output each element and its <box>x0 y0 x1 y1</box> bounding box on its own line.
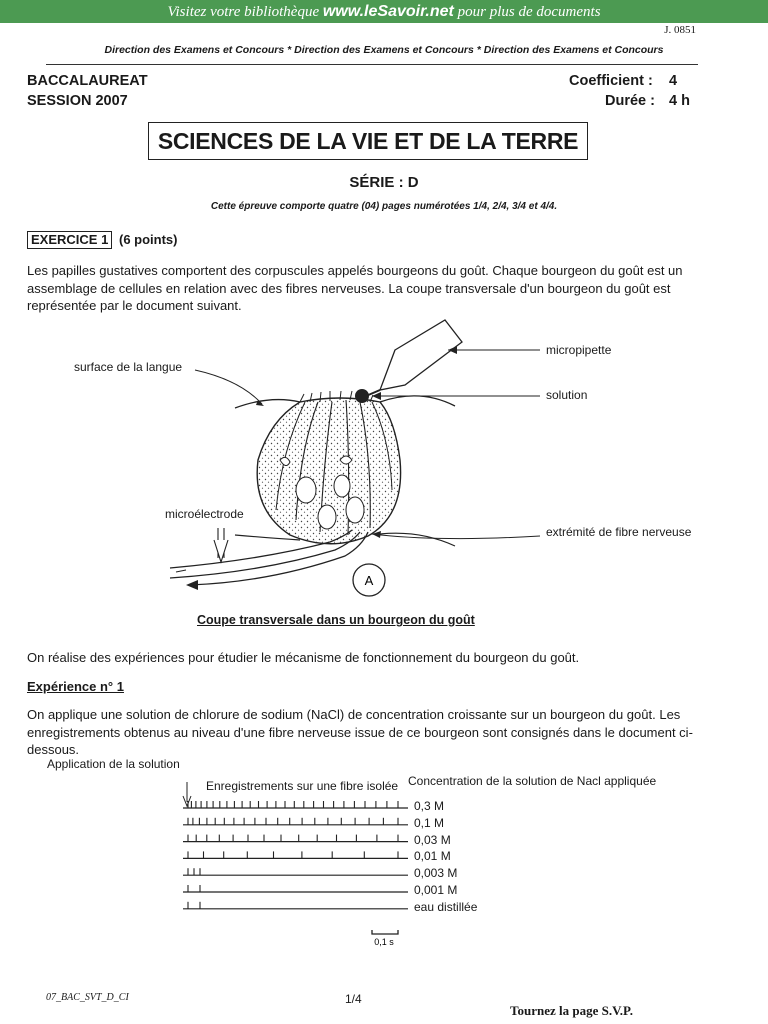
footer-page: 1/4 <box>345 992 362 1006</box>
intro-paragraph: Les papilles gustatives comportent des corpuscules appelés bourgeons du goût. Chaque bourgeon du goût est un assemblage de cellules en relation avec des fibres nerveuses. La coupe transversale d'un bourgeon du goût est représentée par le document suivant. <box>27 263 683 314</box>
records-label: Enregistrements sur une fibre isolée <box>206 779 399 793</box>
label-surface: surface de la langue <box>74 360 183 374</box>
duree-value: 4 h <box>669 93 690 109</box>
label-microelectrode: microélectrode <box>165 507 244 521</box>
concentration-label: Concentration de la solution de Nacl appliquée <box>408 774 657 788</box>
label-solution: solution <box>546 388 588 402</box>
top-banner[interactable] <box>0 0 768 23</box>
exercise-points: (6 points) <box>119 232 178 247</box>
concentration-label-2: 0,03 M <box>414 832 451 847</box>
scale-label: 0,1 s <box>374 937 394 947</box>
concentration-label-5: 0,001 M <box>414 883 458 897</box>
banner-site[interactable]: www.leSavoir.net <box>322 3 454 20</box>
banner-text-post: pour plus de documents <box>453 4 601 20</box>
experience-text: On applique une solution de chlorure de sodium (NaCl) de concentration croissante sur un bourgeon du goût. Les enregistrements obtenus au niveau d'une fibre nerveuse issue de ce bourgeon sont consignés dans le document ci-dessous. <box>27 707 693 758</box>
coef-label: Coefficient : <box>569 73 653 89</box>
footer-code: 07_BAC_SVT_D_CI <box>46 992 129 1003</box>
exam-name: BACCALAUREAT <box>27 73 148 89</box>
exam-session: SESSION 2007 <box>27 93 128 109</box>
concentration-label-4: 0,003 M <box>414 866 458 881</box>
page-title: SCIENCES DE LA VIE ET DE LA TERRE <box>148 122 588 160</box>
experiment-intro: On réalise des expériences pour étudier le mécanisme de fonctionnement du bourgeon du goût. <box>27 650 580 665</box>
exercise-label: EXERCICE 1 <box>27 231 112 249</box>
duree-label: Durée : <box>605 93 655 109</box>
label-micropipette: micropipette <box>546 343 612 357</box>
serie-label: SÉRIE : D <box>349 174 419 191</box>
pages-note: Cette épreuve comporte quatre (04) pages numérotées 1/4, 2/4, 3/4 et 4/4. <box>210 201 558 212</box>
doc-code: J. 0851 <box>664 24 696 36</box>
concentration-label-6: eau distillée <box>414 899 478 914</box>
diagram-caption: Coupe transversale dans un bourgeon du goût <box>197 613 475 627</box>
experience-title: Expérience n° 1 <box>27 679 124 694</box>
concentration-label-3: 0,01 M <box>414 849 451 864</box>
header-rule <box>46 64 698 65</box>
direction-line: Direction des Examens et Concours * Direction des Examens et Concours * Direction des Examens et Concours <box>104 44 664 56</box>
coef-value: 4 <box>669 73 678 89</box>
application-label: Application de la solution <box>47 757 180 771</box>
taste-bud-diagram <box>0 310 768 610</box>
banner-text-pre: Visitez votre bibliothèque <box>167 4 323 20</box>
footer-next: Tournez la page S.V.P. <box>510 1003 634 1018</box>
label-a: A <box>364 573 374 588</box>
label-fibre: extrémité de fibre nerveuse <box>546 525 692 539</box>
concentration-label-0: 0,3 M <box>414 799 445 813</box>
recordings-chart <box>0 780 768 960</box>
concentration-label-1: 0,1 M <box>414 815 445 830</box>
